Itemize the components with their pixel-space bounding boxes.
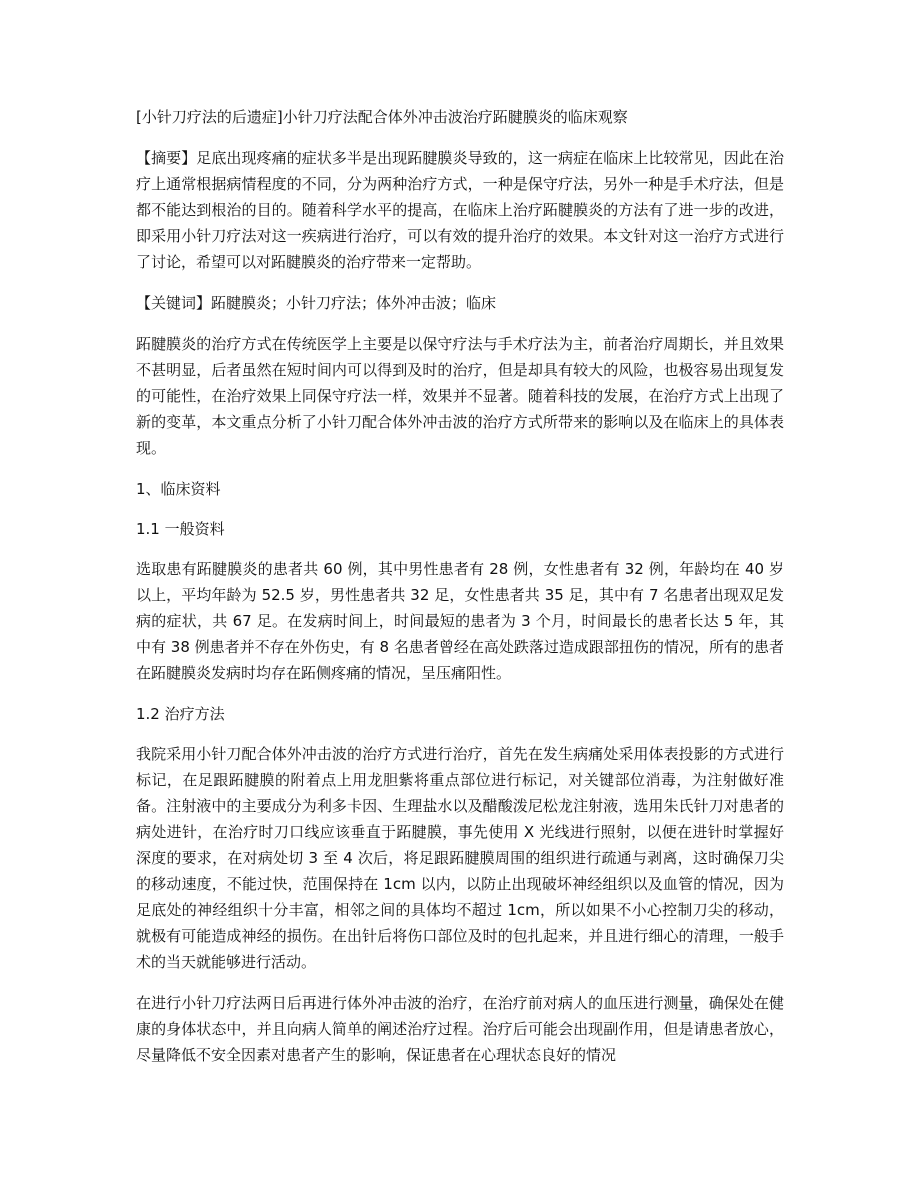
section-heading-clinical-data: 1、临床资料: [136, 480, 221, 498]
keywords-paragraph: 【关键词】跖腱膜炎；小针刀疗法；体外冲击波；临床: [136, 294, 497, 312]
document-title: [小针刀疗法的后遗症]小针刀疗法配合体外冲击波治疗跖腱膜炎的临床观察: [136, 108, 628, 126]
abstract-paragraph: 【摘要】足底出现疼痛的症状多半是出现跖腱膜炎导致的，这一病症在临床上比较常见，因此在治疗上通常根据病情程度的不同，分为两种治疗方式，一种是保守疗法，另外一种是手术疗法，但是都不能达到根治的目的。随着科学水平的提高，在临床上治疗跖腱膜炎的方法有了进一步的改进，即采用小针刀疗法对这一疾病进行治疗，可以有效的提升治疗的效果。本文针对这一治疗方式进行了讨论，希望可以对跖腱膜炎的治疗带来一定帮助。: [136, 149, 784, 271]
treatment-method-paragraph-2: 在进行小针刀疗法两日后再进行体外冲击波的治疗，在治疗前对病人的血压进行测量，确保处在健康的身体状态中，并且向病人简单的阐述治疗过程。治疗后可能会出现副作用，但是请患者放心，尽量降低不安全因素对患者产生的影响，保证患者在心理状态良好的情况: [136, 994, 784, 1064]
general-data-paragraph: 选取患有跖腱膜炎的患者共 60 例，其中男性患者有 28 例，女性患者有 32 例，年龄均在 40 岁以上，平均年龄为 52.5 岁，男性患者共 32 足，女性患者共 35 足，其中有 7 名患者出现双足发病的症状，共 67 足。在发病时间上，时间最短的患者为 3 个月，时间最长的患者长达 5 年，其中有 38 例患者并不存在外伤史，有 8 名患者曾经在高处跌落过造成跟部扭伤的情况，所有的患者在跖腱膜炎发病时均存在跖侧疼痛的情况，呈压痛阳性。: [136, 560, 784, 682]
subsection-heading-general-data: 1.1 一般资料: [136, 520, 225, 538]
treatment-method-paragraph-1: 我院采用小针刀配合体外冲击波的治疗方式进行治疗，首先在发生病痛处采用体表投影的方式进行标记，在足跟跖腱膜的附着点上用龙胆紫将重点部位进行标记，对关键部位消毒，为注射做好准备。注射液中的主要成分为利多卡因、生理盐水以及醋酸泼尼松龙注射液，选用朱氏针刀对患者的病处进针，在治疗时刀口线应该垂直于跖腱膜，事先使用 X 光线进行照射，以便在进针时掌握好深度的要求，在对病处切 3 至 4 次后，将足跟跖腱膜周围的组织进行疏通与剥离，这时确保刀尖的移动速度，不能过快，范围保持在 1cm 以内，以防止出现破坏神经组织以及血管的情况，因为足底处的神经组织十分丰富，相邻之间的具体均不超过 1cm，所以如果不小心控制刀尖的移动，就极有可能造成神经的损伤。在出针后将伤口部位及时的包扎起来，并且进行细心的清理，一般手术的当天就能够进行活动。: [136, 745, 784, 971]
intro-paragraph: 跖腱膜炎的治疗方式在传统医学上主要是以保守疗法与手术疗法为主，前者治疗周期长，并且效果不甚明显，后者虽然在短时间内可以得到及时的治疗，但是却具有较大的风险，也极容易出现复发的可能性，在治疗效果上同保守疗法一样，效果并不显著。随着科技的发展，在治疗方式上出现了新的变革，本文重点分析了小针刀配合体外冲击波的治疗方式所带来的影响以及在临床上的具体表现。: [136, 335, 784, 457]
subsection-heading-treatment-method: 1.2 治疗方法: [136, 705, 225, 723]
